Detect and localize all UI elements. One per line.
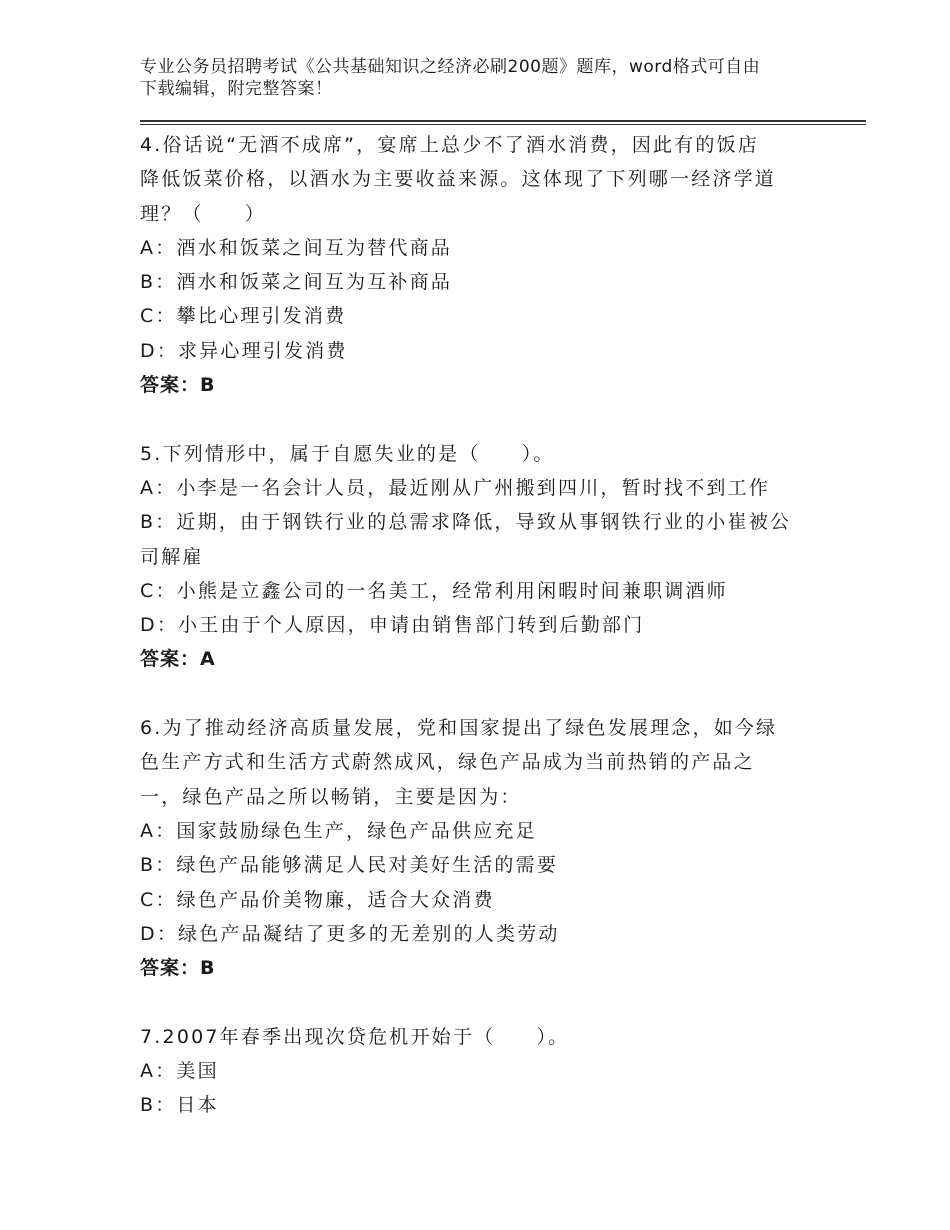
option-c: C：小熊是立鑫公司的一名美工，经常利用闲暇时间兼职调酒师 xyxy=(140,579,728,602)
option-d: D：小王由于个人原因，申请由销售部门转到后勤部门 xyxy=(140,614,645,637)
option-b: B：日本 xyxy=(140,1094,219,1117)
answer: 答案：B xyxy=(140,374,216,397)
option-d: D：求异心理引发消费 xyxy=(140,339,348,362)
answer: 答案：A xyxy=(140,648,216,671)
question-stem: 一，绿色产品之所以畅销，主要是因为： xyxy=(140,785,522,808)
option-b: B：近期，由于钢铁行业的总需求降低，导致从事钢铁行业的小崔被公 xyxy=(140,511,792,534)
question-5 xyxy=(140,437,820,677)
question-stem: 4.俗话说“无酒不成席”，宴席上总少不了酒水消费，因此有的饭店 xyxy=(140,134,760,156)
question-stem: 降低饭菜价格，以酒水为主要收益来源。这体现了下列哪一经济学道 xyxy=(140,168,777,191)
option-a: A：酒水和饭菜之间互为替代商品 xyxy=(140,236,452,259)
header-rule xyxy=(140,120,866,122)
header-rule xyxy=(140,124,866,125)
option-a: A：美国 xyxy=(140,1060,219,1083)
question-stem: 理？（ ） xyxy=(140,202,266,225)
document-header xyxy=(140,56,820,100)
option-c: C：绿色产品价美物廉，适合大众消费 xyxy=(140,888,495,911)
question-stem: 色生产方式和生活方式蔚然成风，绿色产品成为当前热销的产品之 xyxy=(140,751,755,774)
header-line: 专业公务员招聘考试《公共基础知识之经济必刷200题》题库，word格式可自由 xyxy=(140,57,761,77)
question-7 xyxy=(140,1020,820,1123)
header-line: 下载编辑，附完整答案！ xyxy=(140,79,333,99)
option-a: A：国家鼓励绿色生产，绿色产品供应充足 xyxy=(140,819,537,842)
question-6 xyxy=(140,711,820,985)
option-b: B：酒水和饭菜之间互为互补商品 xyxy=(140,271,453,294)
question-list xyxy=(140,128,820,1123)
question-stem: 5.下列情形中，属于自愿失业的是（ ）。 xyxy=(140,442,555,465)
question-stem: 7.2007年春季出现次贷危机开始于（ ）。 xyxy=(140,1025,570,1048)
option-b: B：绿色产品能够满足人民对美好生活的需要 xyxy=(140,854,559,877)
option-b-continued: 司解雇 xyxy=(140,545,204,568)
question-stem: 6.为了推动经济高质量发展，党和国家提出了绿色发展理念，如今绿 xyxy=(140,717,778,740)
answer: 答案：B xyxy=(140,957,216,980)
option-d: D：绿色产品凝结了更多的无差别的人类劳动 xyxy=(140,922,560,945)
option-c: C：攀比心理引发消费 xyxy=(140,305,347,328)
question-4 xyxy=(140,128,820,402)
option-a: A：小李是一名会计人员，最近刚从广州搬到四川，暂时找不到工作 xyxy=(140,476,770,499)
